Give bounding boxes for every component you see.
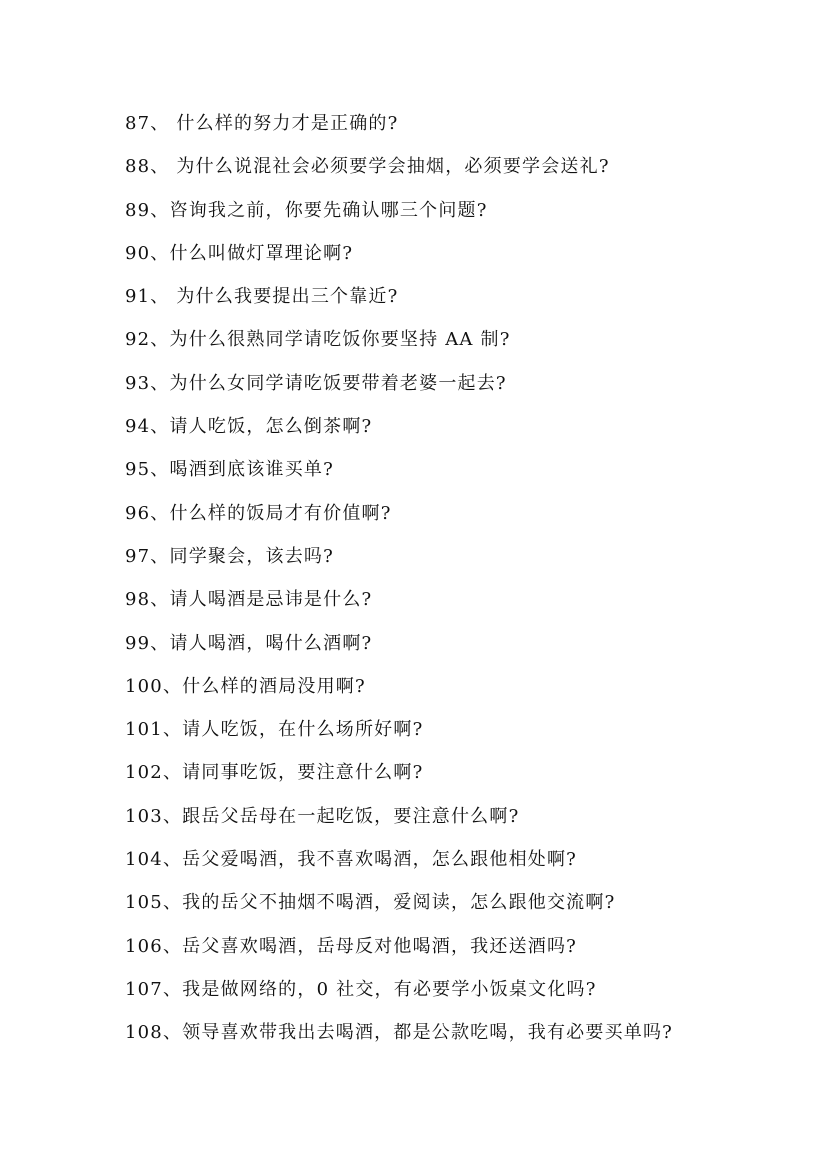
question-text: 为什么说混社会必须要学会抽烟，必须要学会送礼? [169, 156, 610, 178]
question-text: 什么样的酒局没用啊? [182, 675, 366, 697]
question-list [125, 107, 785, 1060]
question-number: 105、 [125, 892, 183, 914]
question-text: 岳父爱喝酒，我不喜欢喝酒，怎么跟他相处啊? [182, 849, 578, 871]
list-item [125, 150, 785, 193]
question-number: 94、 [125, 416, 170, 438]
list-item [125, 367, 785, 410]
list-item [125, 194, 785, 237]
question-text: 请人吃饭，在什么场所好啊? [182, 719, 424, 741]
question-text: 同学聚会，该去吗? [169, 545, 334, 567]
list-item [125, 800, 785, 843]
question-text: 喝酒到底该谁买单? [169, 459, 334, 481]
question-number: 108、 [125, 1022, 183, 1044]
question-text: 请人吃饭，怎么倒茶啊? [169, 416, 373, 438]
question-number: 100、 [125, 675, 183, 697]
question-number: 91、 [125, 286, 170, 308]
question-number: 102、 [125, 762, 183, 784]
list-item [125, 453, 785, 496]
question-number: 87、 [125, 113, 170, 134]
question-text: 请人喝酒是忌讳是什么? [169, 589, 373, 611]
question-number: 103、 [125, 805, 183, 827]
list-item [125, 323, 785, 366]
question-number: 97、 [125, 545, 170, 567]
list-item [125, 627, 785, 670]
question-text: 为什么我要提出三个靠近? [169, 286, 399, 308]
question-number: 106、 [125, 935, 183, 957]
question-number: 96、 [125, 502, 170, 524]
question-number: 92、 [125, 329, 170, 351]
list-item [125, 670, 785, 713]
list-item [125, 886, 785, 929]
list-item [125, 973, 785, 1016]
list-item [125, 930, 785, 973]
question-text: 岳父喜欢喝酒，岳母反对他喝酒，我还送酒吗? [182, 935, 578, 957]
question-text: 什么样的饭局才有价值啊? [169, 502, 392, 524]
question-number: 99、 [125, 632, 170, 654]
question-text: 咨询我之前，你要先确认哪三个问题? [169, 199, 488, 221]
list-item [125, 540, 785, 583]
list-item [125, 410, 785, 453]
list-item [125, 107, 785, 150]
question-text: 什么样的努力才是正确的? [169, 113, 399, 134]
question-text: 为什么女同学请吃饭要带着老婆一起去? [169, 372, 507, 394]
question-number: 93、 [125, 372, 170, 394]
list-item [125, 713, 785, 756]
question-number: 98、 [125, 589, 170, 611]
list-item [125, 280, 785, 323]
list-item [125, 1016, 785, 1059]
list-item [125, 237, 785, 280]
question-number: 89、 [125, 199, 170, 221]
question-text: 跟岳父岳母在一起吃饭，要注意什么啊? [182, 805, 520, 827]
question-text: 为什么很熟同学请吃饭你要坚持 AA 制? [169, 329, 511, 351]
question-number: 90、 [125, 242, 170, 264]
question-number: 88、 [125, 156, 170, 178]
list-item [125, 843, 785, 886]
question-text: 领导喜欢带我出去喝酒，都是公款吃喝，我有必要买单吗? [182, 1022, 674, 1044]
question-number: 95、 [125, 459, 170, 481]
question-number: 107、 [125, 978, 183, 1000]
list-item [125, 756, 785, 799]
list-item [125, 497, 785, 540]
question-text: 我的岳父不抽烟不喝酒，爱阅读，怎么跟他交流啊? [182, 892, 616, 914]
question-number: 104、 [125, 849, 183, 871]
question-text: 请人喝酒，喝什么酒啊? [169, 632, 373, 654]
question-text: 请同事吃饭，要注意什么啊? [182, 762, 424, 784]
question-text: 我是做网络的，0 社交，有必要学小饭桌文化吗? [182, 978, 597, 1000]
question-number: 101、 [125, 719, 183, 741]
question-text: 什么叫做灯罩理论啊? [169, 242, 354, 264]
list-item [125, 583, 785, 626]
